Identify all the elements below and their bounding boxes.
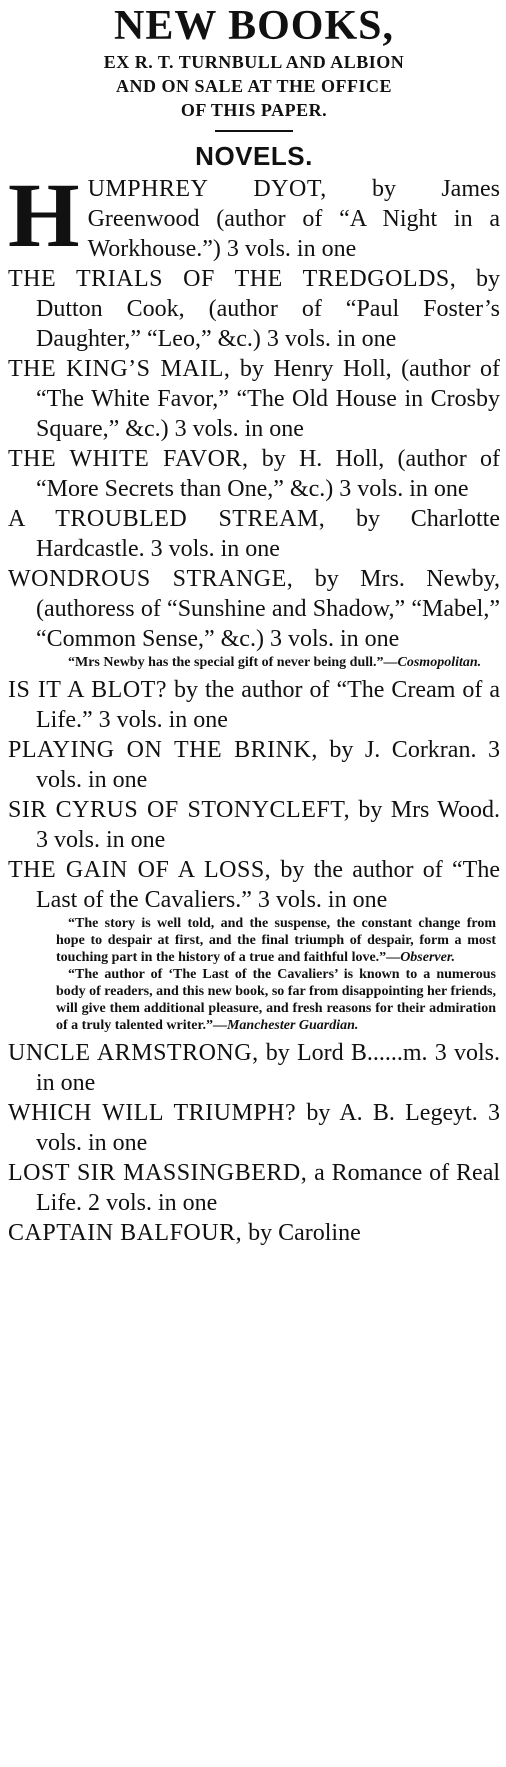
book-title: UMPHREY DYOT, — [87, 176, 327, 202]
book-entry — [8, 675, 500, 735]
book-entry — [8, 444, 500, 504]
quote-body: “The story is well told, and the suspense, the constant change from hope to despair at first, and the final triumph of despair, form a most touching part in the history of a true and faithful love.”— — [56, 916, 496, 965]
book-entry — [8, 164, 500, 266]
review-quote-text — [56, 654, 496, 671]
book-details: by Mrs Wood. 3 vols. in one — [36, 797, 501, 853]
review-quote — [8, 915, 500, 1034]
book-details: by Henry Holl, (author of “The White Favor,” “The Old House in Crosby Square,” &c.) 3 vols. in one — [36, 356, 500, 442]
book-details: by Caroline — [248, 1220, 361, 1246]
quote-body: “The author of ‘The Last of the Cavaliers’ is known to a numerous body of readers, and this new book, so far from disappointing her friends, will give them additional pleasure, and fresh reasons for their admiration of a truly talented writer.”— — [56, 967, 496, 1033]
book-title: THE TRIALS OF THE TREDGOLDS, — [8, 266, 457, 292]
review-quote-text — [56, 915, 496, 966]
book-details: by the author of “The Last of the Cavaliers.” 3 vols. in one — [36, 857, 500, 913]
book-details: by James Greenwood (author of “A Night in a Workhouse.”) 3 vols. in one — [87, 176, 500, 262]
book-title: LOST SIR MASSINGBERD, — [8, 1160, 308, 1186]
book-details: by Dutton Cook, (author of “Paul Foster’s Daughter,” “Leo,” &c.) 3 vols. in one — [36, 266, 500, 352]
section-divider — [215, 130, 293, 132]
quote-source: Manchester Guardian. — [226, 1018, 359, 1033]
book-details: by H. Holl, (author of “More Secrets than One,” &c.) 3 vols. in one — [36, 446, 501, 502]
book-title: A TROUBLED STREAM, — [8, 506, 326, 532]
book-title: THE GAIN OF A LOSS, — [8, 857, 272, 883]
book-details: by Charlotte Hardcastle. 3 vols. in one — [36, 506, 500, 562]
book-entry — [8, 1218, 500, 1248]
book-title: PLAYING ON THE BRINK, — [8, 737, 318, 763]
book-title: THE WHITE FAVOR, — [8, 446, 249, 472]
book-details: a Romance of Real Life. 2 vols. in one — [36, 1160, 501, 1216]
book-entry — [8, 504, 500, 564]
drop-cap: H — [8, 164, 80, 266]
book-title: WONDROUS STRANGE, — [8, 566, 294, 592]
book-details: by Mrs. Newby, (authoress of “Sunshine and Shadow,” “Mabel,” “Common Sense,” &c.) 3 vols. in one — [36, 566, 501, 652]
book-entry — [8, 1038, 500, 1098]
masthead-title: NEW BOOKS, — [114, 3, 394, 49]
book-details: by J. Corkran. 3 vols. in one — [36, 737, 500, 793]
book-title: IS IT A BLOT? — [8, 677, 167, 703]
book-details: by Lord B......m. 3 vols. in one — [36, 1040, 500, 1096]
quote-body: “Mrs Newby has the special gift of never being dull.”— — [68, 655, 398, 670]
review-quote — [8, 654, 500, 671]
book-title: SIR CYRUS OF STONYCLEFT, — [8, 797, 351, 823]
quote-source: Cosmopolitan. — [397, 655, 482, 670]
book-details: by the author of “The Cream of a Life.” 3 vols. in one — [36, 677, 500, 733]
book-title: WHICH WILL TRIUMPH? — [8, 1100, 297, 1126]
book-entry — [8, 1158, 500, 1218]
book-details: by A. B. Legeyt. 3 vols. in one — [36, 1100, 501, 1156]
book-entry — [8, 795, 500, 855]
book-entry — [8, 735, 500, 795]
review-quote-text — [56, 966, 496, 1034]
book-title: CAPTAIN BALFOUR, — [8, 1220, 243, 1246]
book-entry — [8, 855, 500, 915]
book-entry — [8, 1098, 500, 1158]
masthead-subtitle-line-3: OF THIS PAPER. — [180, 100, 328, 120]
book-entry — [8, 264, 500, 354]
section-heading: NOVELS. — [195, 141, 313, 171]
quote-source: Observer. — [400, 950, 456, 965]
book-entry — [8, 564, 500, 654]
book-title: UNCLE ARMSTRONG, — [8, 1040, 259, 1066]
masthead-subtitle-line-2: AND ON SALE AT THE OFFICE — [115, 76, 393, 96]
book-entry — [8, 354, 500, 444]
book-title: THE KING’S MAIL, — [8, 356, 231, 382]
masthead-subtitle-line-1: EX R. T. TURNBULL AND ALBION — [103, 52, 405, 72]
